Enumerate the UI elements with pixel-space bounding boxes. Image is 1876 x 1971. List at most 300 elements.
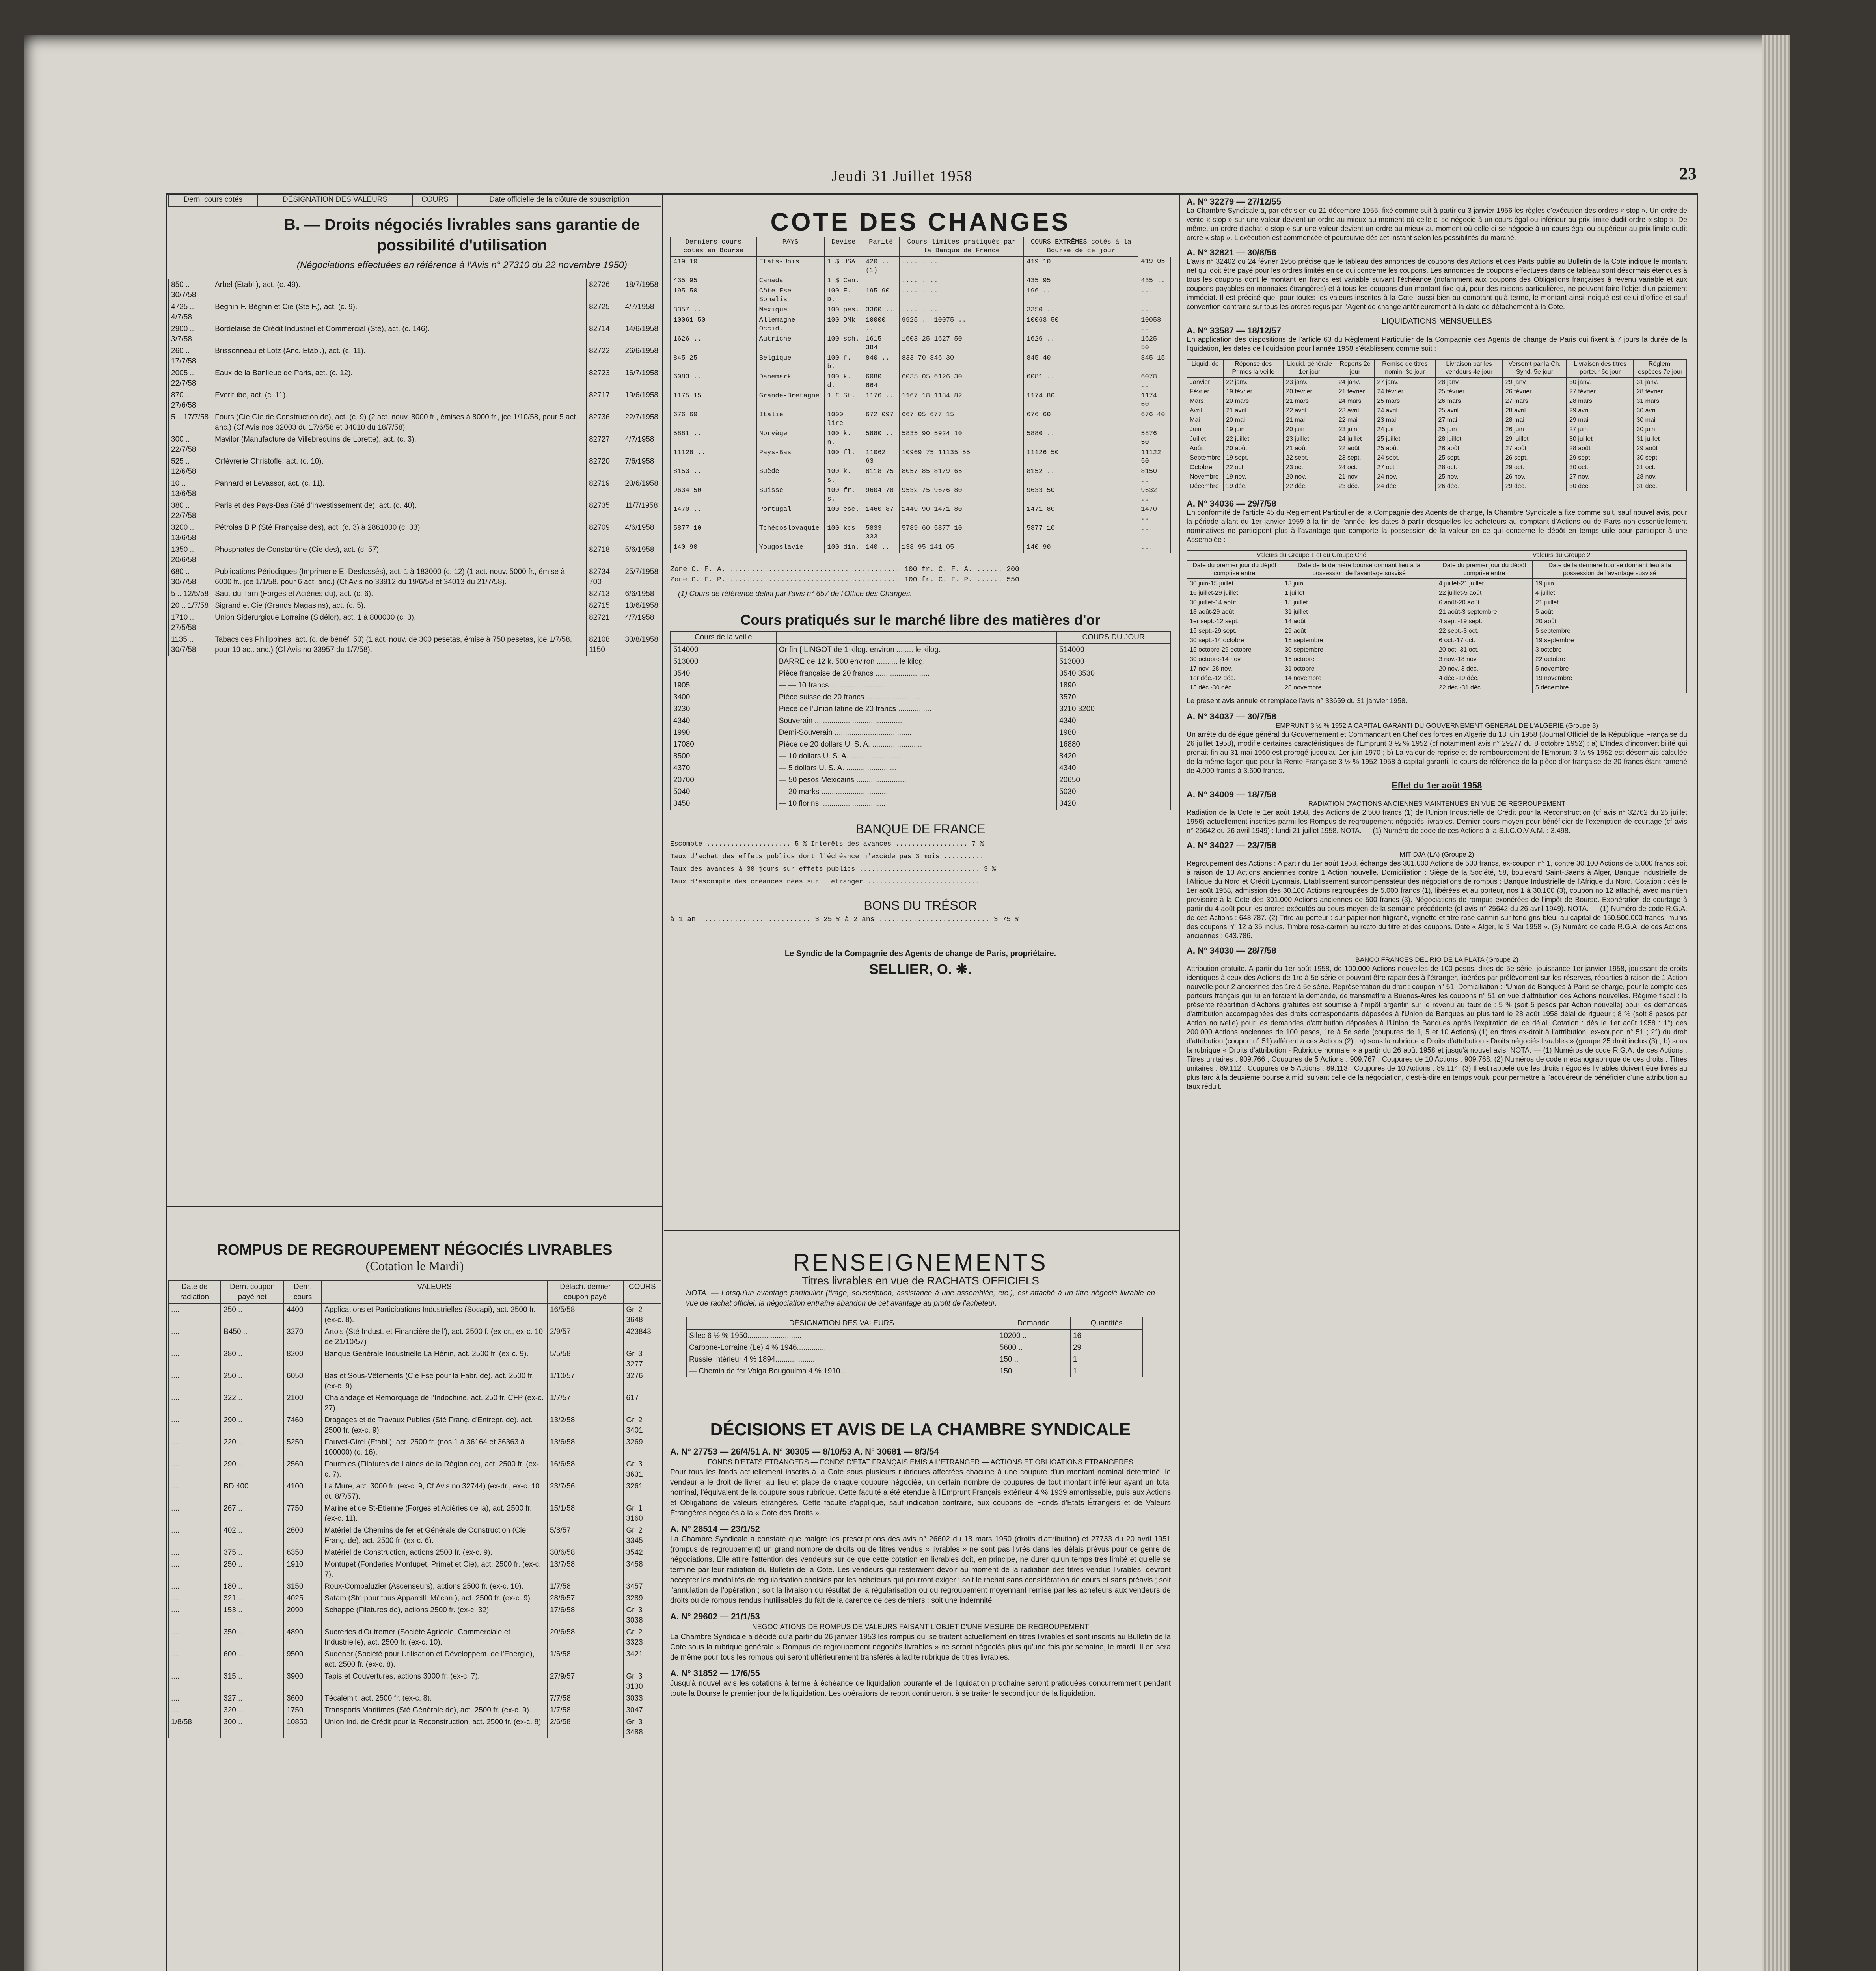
rompus-cell: Gr. 3 3488: [623, 1716, 661, 1738]
rompus-cell: 4100: [284, 1481, 322, 1503]
or-row: [671, 727, 1170, 739]
liq-cell: 22 avril: [1283, 406, 1336, 415]
changes-cell: 435 95: [1024, 276, 1138, 286]
rompus-cell: ....: [168, 1581, 221, 1593]
rompus-cell: 402 ..: [221, 1525, 284, 1547]
grp-column-header: Date de la dernière bourse donnant lieu à la possession de l'avantage susvisé: [1282, 561, 1436, 579]
rompus-cell: Matériel de Chemins de fer et Générale de Construction (Cie Franç. de), act. 2500 fr. (ex-c. 6).: [322, 1525, 547, 1547]
rompus-cell: ....: [168, 1481, 221, 1503]
droits-cell: Tabacs des Philippines, act. (c. de bénéf. 50) (1 act. nouv. de 300 pesetas, émise à 750 pesetas, jce 1/7/58, pour 10 act. anc.) (Cf Avis no 33957 du 1/7/58).: [212, 634, 586, 656]
grp-cell: 21 juillet: [1533, 598, 1687, 607]
droits-cell: 82709: [586, 522, 622, 544]
middle-column: [670, 193, 1171, 977]
rompus-column-header: Dern. cours: [284, 1281, 322, 1304]
or-cell: 1990: [671, 727, 776, 739]
rompus-cell: Marine et de St-Etienne (Forges et Aciéries de la), act. 2500 fr. (ex-c. 11).: [322, 1503, 547, 1525]
syndic-line: Le Syndic de la Compagnie des Agents de change de Paris, propriétaire.: [784, 949, 1056, 958]
rompus-cell: 17/6/58: [547, 1604, 623, 1626]
liq-cell: 27 nov.: [1567, 472, 1634, 482]
grp-row: [1187, 674, 1687, 683]
or-cell: Pièce suisse de 20 francs ..........................: [776, 691, 1056, 703]
rens-cell: Silec 6 ½ % 1950..........................: [686, 1330, 997, 1342]
droits-row: [168, 345, 661, 367]
or-cell: 3420: [1056, 798, 1170, 810]
droits-column-header: Date officielle de la clôture de souscription: [458, 194, 661, 206]
changes-cell: 138 95 141 05: [899, 542, 1024, 553]
liq-cell: 21 février: [1336, 387, 1375, 397]
droits-cell: Arbel (Etabl.), act. (c. 49).: [212, 279, 586, 301]
or-cell: — 10 dollars U. S. A. ........................: [776, 751, 1056, 762]
or-cell: — 50 pesos Mexicains ........................: [776, 774, 1056, 786]
changes-cell: 6083 ..: [671, 372, 756, 391]
rompus-row: [168, 1649, 661, 1671]
rompus-cell: 322 ..: [221, 1392, 284, 1414]
rompus-cell: Schappe (Filatures de), actions 2500 fr. (ex-c. 32).: [322, 1604, 547, 1626]
changes-cell: Suède: [756, 467, 825, 486]
liq-cell: 27 mars: [1503, 397, 1567, 406]
rompus-row: [168, 1414, 661, 1436]
changes-cell: Allemagne Occid.: [756, 315, 825, 334]
grp-row: [1187, 655, 1687, 664]
liq-cell: 30 mai: [1634, 415, 1687, 425]
changes-row: [671, 276, 1170, 286]
rompus-row: [168, 1459, 661, 1481]
grp-cell: 20 nov.-3 déc.: [1436, 664, 1533, 674]
changes-cell: 9925 .. 10075 ..: [899, 315, 1024, 334]
left-section-rule: [167, 1206, 662, 1207]
changes-cell: 420 ..(1): [863, 257, 899, 276]
or-row: [671, 680, 1170, 691]
rompus-cell: Gr. 3 3631: [623, 1459, 661, 1481]
or-cell: 3570: [1056, 691, 1170, 703]
changes-cell: 10061 50: [671, 315, 756, 334]
liq-cell: 28 nov.: [1634, 472, 1687, 482]
rompus-cell: Satam (Sté pour tous Appareill. Mécan.), act. 2500 fr. (ex-c. 9).: [322, 1593, 547, 1604]
or-cell: Or fin { LINGOT de 1 kilog. environ ........ le kilog.: [776, 644, 1056, 656]
grp-cell: 29 août: [1282, 626, 1436, 636]
droits-row: [168, 478, 661, 500]
rompus-column-header: COURS: [623, 1281, 661, 1304]
rompus-cell: 10850: [284, 1716, 322, 1738]
avis3-ref: A. N° 29602 — 21/1/53: [670, 1611, 760, 1621]
rompus-cell: 2600: [284, 1525, 322, 1547]
changes-cell: 1176 ..: [863, 391, 899, 410]
liq-cell: 24 juillet: [1336, 434, 1375, 444]
rompus-cell: Roux-Combaluzier (Ascenseurs), actions 2500 fr. (ex-c. 10).: [322, 1581, 547, 1593]
rompus-cell: 1/7/58: [547, 1705, 623, 1716]
or-cell: 17080: [671, 739, 776, 751]
liq-cell: 28 août: [1567, 444, 1634, 453]
droits-row: [168, 389, 661, 412]
changes-cell: ....: [1138, 523, 1170, 542]
liq-cell: 29 août: [1634, 444, 1687, 453]
bdf-line: Escompte ..................... 5 % Intérêts des avances .................. 7 %: [670, 840, 984, 848]
droits-cell: 525 .. 12/6/58: [168, 456, 212, 478]
rompus-row: [168, 1716, 661, 1738]
or-cell: 1905: [671, 680, 776, 691]
grp-cell: 13 juin: [1282, 579, 1436, 589]
changes-cell: Portugal: [756, 505, 825, 523]
grp-cell: 18 août-29 août: [1187, 607, 1282, 617]
or-row: [671, 762, 1170, 774]
droits-cell: 6/6/1958: [622, 588, 661, 600]
rompus-cell: 6350: [284, 1547, 322, 1559]
rompus-cell: ....: [168, 1436, 221, 1459]
grp-column-header: Date du premier jour du dépôt comprise entre: [1187, 561, 1282, 579]
or-cell: 3230: [671, 703, 776, 715]
changes-cell: 1167 18 1184 82: [899, 391, 1024, 410]
droits-row: [168, 301, 661, 323]
changes-cell: Italie: [756, 410, 825, 429]
liq-cell: 25 mars: [1374, 397, 1435, 406]
grp-row: [1187, 626, 1687, 636]
droits-cell: Saut-du-Tarn (Forges et Aciéries du), act. (c. 6).: [212, 588, 586, 600]
droits-cell: 5/6/1958: [622, 544, 661, 566]
changes-cell: 9634 50: [671, 486, 756, 505]
rompus-cell: Técalémit, act. 2500 fr. (ex-c. 8).: [322, 1693, 547, 1705]
rens-row: [686, 1330, 1143, 1342]
liq-cell: 28 janv.: [1435, 377, 1502, 387]
changes-cell: 419 10: [671, 257, 756, 276]
changes-cell: 9532 75 9676 80: [899, 486, 1024, 505]
rompus-cell: ....: [168, 1525, 221, 1547]
a7-text: Regroupement des Actions : A partir du 1er août 1958, échange des 301.000 Actions de 500 francs, ex-coupon n° 1, contre 30.100 Actions de 5.000 francs soit à raison de 10 Actions anciennes contre 1 Action nouvelle. Domiciliation : Siège de la Société, 58, boulevard Saint-Saëns à Alger, Banque Industrielle de l'Afrique du Nord et Crédit Lyonnais. Etablissement surcompensateur des négociations de rompus : Banque Industrielle de l'Afrique du Nord. Cotation : dès le 1er août 1958, admission des 30.100 Actions regroupées de 5.000 francs (1), libérées et au porteur, nos 1 à 30.100 (3), coupon no 12 attaché, avec maintien provisoire à la Cote des 301.000 Actions anciennes de 500 francs (3). Négociations de rompus exonérées de l'impôt de Bourse. Exonération de courtage à partir du 4 août pour les ordres exécutés au cours moyen de la semaine précédente (cf avis n° 25642 du 26 avril 1949). NOTA. — (1) Numéro de code R.G.A. de ces Actions : 643.787. (2) Titre au porteur : sur papier non filigrané, vignette et titre rose-carmin sur fond gris-bleu, au capital de 150.500.000 francs, munis des coupons n° 12 à 35 inclus. Timbre rose-carmin au recto du titre et des coupons. Date « Alger, le 3 Mai 1958 ». (3) Numéro de code R.G.A. de ces Actions anciennes : 643.786.: [1187, 859, 1687, 940]
grp-cell: 22 déc.-31 déc.: [1436, 683, 1533, 693]
liq-cell: 24 nov.: [1374, 472, 1435, 482]
or-cell: Pièce de 20 dollars U. S. A. ........................: [776, 739, 1056, 751]
liq-cell: Janvier: [1187, 377, 1223, 387]
liq-cell: 22 sept.: [1283, 453, 1336, 463]
changes-cell: 667 05 677 15: [899, 410, 1024, 429]
rompus-cell: ....: [168, 1392, 221, 1414]
liq-row: [1187, 377, 1687, 387]
rompus-cell: 600 ..: [221, 1649, 284, 1671]
droits-cell: 82715: [586, 600, 622, 612]
droits-cell: 3200 .. 13/6/58: [168, 522, 212, 544]
column-rule-2: [1179, 193, 1180, 1971]
droits-cell: 380 .. 22/7/58: [168, 500, 212, 522]
liq-cell: 19 sept.: [1223, 453, 1283, 463]
or-cell: — 20 marks .................................: [776, 786, 1056, 798]
or-cell: 5030: [1056, 786, 1170, 798]
liq-cell: 22 oct.: [1223, 463, 1283, 472]
changes-cell: 5789 60 5877 10: [899, 523, 1024, 542]
changes-cell: 1174 80: [1024, 391, 1138, 410]
liq-cell: 24 juin: [1374, 425, 1435, 434]
rompus-cell: La Mure, act. 3000 fr. (ex-c. 9, Cf Avis no 32744) (ex-dr., ex-c. 10 du 8/7/57).: [322, 1481, 547, 1503]
rompus-cell: 28/6/57: [547, 1593, 623, 1604]
droits-cell: 82736: [586, 412, 622, 434]
grp-cell: 15 déc.-30 déc.: [1187, 683, 1282, 693]
avis2-text: La Chambre Syndicale a constaté que malgré les prescriptions des avis n° 26602 du 18 mars 1950 (droits d'attribution) et 27733 du 20 avril 1951 (rompus de regroupement) un grand nombre de droits ou de titres vendus « livrables » ne sont pas livrés dans les délais prévus pour ce genre de négociations. Elle attire l'attention des vendeurs sur ce que cette cotation en livrables doit, en principe, ne durer qu'un temps très limité et qu'elle se termine par leur radiation du Bulletin de la Cote. Les vendeurs qui resteraient devoir au moment de la radiation des titres vendus livrables, devront accepter les modalités de régularisation choisies par les acheteurs qui pourront exiger : soit le rachat sans considération de cours et sans préavis ; soit l'annulation de l'opération ; soit la livraison du résultat de la régularisation ou du regroupement moyennant remise par les acheteurs aux vendeurs de droits ou de rompus rendus inutilisables du fait de la carence de ces derniers ; soit une indemnité.: [670, 1535, 1171, 1605]
liq-cell: 21 mars: [1283, 397, 1336, 406]
changes-cell: Tchécoslovaquie: [756, 523, 825, 542]
rompus-cell: 220 ..: [221, 1436, 284, 1459]
rompus-cell: 2560: [284, 1459, 322, 1481]
rompus-cell: Gr. 2 3401: [623, 1414, 661, 1436]
changes-row: [671, 257, 1170, 276]
droits-cell: 7/6/1958: [622, 456, 661, 478]
droits-cell: 22/7/1958: [622, 412, 661, 434]
changes-cell: 1 $ Can.: [824, 276, 863, 286]
liq-cell: 22 janv.: [1223, 377, 1283, 387]
grp-head-1: Valeurs du Groupe 1 et du Groupe Crié: [1187, 550, 1436, 561]
or-row: [671, 715, 1170, 727]
liq-title: LIQUIDATIONS MENSUELLES: [1382, 317, 1492, 326]
rens-cell: 16: [1070, 1330, 1143, 1342]
a6-ref: A. N° 34009 — 18/7/58: [1187, 790, 1276, 799]
rompus-row: [168, 1348, 661, 1370]
bdf-line: Taux d'escompte des créances nées sur l'étranger ............................: [670, 878, 980, 886]
grp-cell: 30 juin-15 juillet: [1187, 579, 1282, 589]
changes-cell: 100 DMk: [824, 315, 863, 334]
droits-cell: 82726: [586, 279, 622, 301]
rompus-cell: Artois (Sté Indust. et Financière de l'), act. 2500 f. (ex-dr., ex-c. 10 de 21/10/57): [322, 1326, 547, 1348]
changes-cell: 100 F. D.: [824, 286, 863, 305]
grp-column-header: Date du premier jour du dépôt comprise entre: [1436, 561, 1533, 579]
grp-head-2: Valeurs du Groupe 2: [1436, 550, 1687, 561]
grp-row: [1187, 607, 1687, 617]
rens-cell: 10200 ..: [997, 1330, 1070, 1342]
changes-cell: 3350 ..: [1024, 305, 1138, 315]
rompus-cell: 3261: [623, 1481, 661, 1503]
grp-cell: 15 juillet: [1282, 598, 1436, 607]
changes-cell: 100 f. b.: [824, 353, 863, 372]
grp-cell: 15 septembre: [1282, 636, 1436, 645]
droits-cell: 82717: [586, 389, 622, 412]
or-row: [671, 798, 1170, 810]
rens-column-header: Quantités: [1070, 1317, 1143, 1330]
rompus-row: [168, 1593, 661, 1604]
changes-cell: 676 40: [1138, 410, 1170, 429]
grp-cell: 6 août-20 août: [1436, 598, 1533, 607]
rompus-cell: 3033: [623, 1693, 661, 1705]
bdf-line: Taux d'achat des effets publics dont l'échéance n'excède pas 3 mois ..........: [670, 853, 984, 861]
changes-cell: 100 esc.: [824, 505, 863, 523]
rompus-cell: 1/10/57: [547, 1370, 623, 1392]
rompus-row: [168, 1436, 661, 1459]
grp-cell: 22 juillet-5 août: [1436, 589, 1533, 598]
rompus-cell: 13/7/58: [547, 1559, 623, 1581]
rompus-cell: 3900: [284, 1671, 322, 1693]
liq-cell: 28 mai: [1503, 415, 1567, 425]
droits-cell: 2900 .. 3/7/58: [168, 323, 212, 345]
rens-cell: Carbone-Lorraine (Le) 4 % 1946..............: [686, 1342, 997, 1354]
liq-cell: 25 nov.: [1435, 472, 1502, 482]
rompus-cell: 5/8/57: [547, 1525, 623, 1547]
rompus-cell: Gr. 3 3277: [623, 1348, 661, 1370]
droits-cell: Béghin-F. Béghin et Cie (Sté F.), act. (c. 9).: [212, 301, 586, 323]
grp-cell: 5 décembre: [1533, 683, 1687, 693]
droits-row: [168, 566, 661, 588]
rompus-row: [168, 1503, 661, 1525]
changes-cell: 1626 ..: [671, 334, 756, 353]
droits-cell: Sigrand et Cie (Grands Magasins), act. (c. 5).: [212, 600, 586, 612]
liq-cell: 30 juillet: [1567, 434, 1634, 444]
rompus-row: [168, 1626, 661, 1649]
changes-cell: 8152 ..: [1024, 467, 1138, 486]
droits-cell: 18/7/1958: [622, 279, 661, 301]
droits-cell: 11/7/1958: [622, 500, 661, 522]
rompus-cell: Montupet (Fonderies Montupet, Primet et Cie), act. 2500 fr. (ex-c. 7).: [322, 1559, 547, 1581]
droits-cell: 300 .. 22/7/58: [168, 434, 212, 456]
or-cell: BARRE de 12 k. 500 environ .......... le kilog.: [776, 656, 1056, 668]
liq-column-header: Reports 2e jour: [1336, 359, 1375, 377]
changes-cell: 140 90: [671, 542, 756, 553]
grp-cell: 20 août: [1533, 617, 1687, 626]
grp-cell: 3 nov.-18 nov.: [1436, 655, 1533, 664]
changes-cell: Belgique: [756, 353, 825, 372]
changes-cell: 140 90: [1024, 542, 1138, 553]
liq-cell: 24 mars: [1336, 397, 1375, 406]
rompus-cell: 290 ..: [221, 1414, 284, 1436]
rompus-cell: Gr. 2 3648: [623, 1304, 661, 1326]
changes-cell: Danemark: [756, 372, 825, 391]
grp-cell: 30 juillet-14 août: [1187, 598, 1282, 607]
bdf-rates: [670, 838, 1171, 889]
changes-cell: Norvège: [756, 429, 825, 448]
changes-cell: 100 kcs: [824, 523, 863, 542]
decisions-title: DÉCISIONS ET AVIS DE LA CHAMBRE SYNDICALE: [710, 1420, 1131, 1439]
liq-cell: 30 juin: [1634, 425, 1687, 434]
or-cell: 3450: [671, 798, 776, 810]
liq-cell: 29 déc.: [1503, 482, 1567, 491]
liquidations-table: [1187, 359, 1687, 491]
changes-cell: 1175 15: [671, 391, 756, 410]
liq-cell: 24 sept.: [1374, 453, 1435, 463]
rompus-cell: 8200: [284, 1348, 322, 1370]
droits-cell: 82723: [586, 367, 622, 389]
grp-cell: 19 juin: [1533, 579, 1687, 589]
or-cell: Demi-Souverain .....................................: [776, 727, 1056, 739]
liq-cell: 31 mars: [1634, 397, 1687, 406]
changes-cell: 8153 ..: [671, 467, 756, 486]
rompus-row: [168, 1705, 661, 1716]
rompus-cell: ....: [168, 1370, 221, 1392]
changes-cell: 1470 ..: [671, 505, 756, 523]
rompus-title: ROMPUS DE REGROUPEMENT NÉGOCIÉS LIVRABLES: [217, 1242, 613, 1258]
changes-cell: 435 ..: [1138, 276, 1170, 286]
grp-cell: 15 sept.-29 sept.: [1187, 626, 1282, 636]
liq-cell: 30 sept.: [1634, 453, 1687, 463]
liq-cell: 27 juin: [1567, 425, 1634, 434]
droits-cell: 82722: [586, 345, 622, 367]
grp-row: [1187, 617, 1687, 626]
grp-row: [1187, 589, 1687, 598]
changes-cell: Côte Fse Somalis: [756, 286, 825, 305]
grp-cell: 31 octobre: [1282, 664, 1436, 674]
droits-cell: Eaux de la Banlieue de Paris, act. (c. 12).: [212, 367, 586, 389]
rompus-cell: 3269: [623, 1436, 661, 1459]
droits-cell: 82727: [586, 434, 622, 456]
rompus-cell: Fauvet-Girel (Etabl.), act. 2500 fr. (nos 1 à 36164 et 36363 à 100000) (c. 16).: [322, 1436, 547, 1459]
droits-cell: 4/7/1958: [622, 612, 661, 634]
liq-cell: Novembre: [1187, 472, 1223, 482]
liq-cell: 27 oct.: [1374, 463, 1435, 472]
liq-cell: 23 sept.: [1336, 453, 1375, 463]
rompus-cell: 9500: [284, 1649, 322, 1671]
rompus-cell: Tapis et Couvertures, actions 3000 fr. (ex-c. 7).: [322, 1671, 547, 1693]
or-cell: 20700: [671, 774, 776, 786]
liq-cell: 27 janv.: [1374, 377, 1435, 387]
droits-cell: 5 .. 12/5/58: [168, 588, 212, 600]
rompus-cell: 3150: [284, 1581, 322, 1593]
liq-cell: 22 mai: [1336, 415, 1375, 425]
or-cell: 5040: [671, 786, 776, 798]
droits-cell: 82720: [586, 456, 622, 478]
droits-cell: Bordelaise de Crédit Industriel et Commercial (Sté), act. (c. 146).: [212, 323, 586, 345]
rens-column-header: Demande: [997, 1317, 1070, 1330]
liq-cell: 25 juin: [1435, 425, 1502, 434]
liq-cell: 24 janv.: [1336, 377, 1375, 387]
changes-cell: 196 ..: [1024, 286, 1138, 305]
changes-cell: 3360 ..: [863, 305, 899, 315]
droits-cell: Brissonneau et Lotz (Anc. Etabl.), act. (c. 11).: [212, 345, 586, 367]
liq-cell: 20 août: [1223, 444, 1283, 453]
changes-cell: .... ....: [899, 257, 1024, 276]
rompus-row: [168, 1370, 661, 1392]
rompus-cell: Sucreries d'Outremer (Société Agricole, Commerciale et Industrielle), act. 2500 fr. (ex-c. 10).: [322, 1626, 547, 1649]
grp-row: [1187, 636, 1687, 645]
liq-cell: 19 déc.: [1223, 482, 1283, 491]
or-cell: — — 10 francs ..........................: [776, 680, 1056, 691]
liq-cell: 29 sept.: [1567, 453, 1634, 463]
or-cell: 3400: [671, 691, 776, 703]
changes-cell: .... ....: [899, 305, 1024, 315]
rompus-table: [168, 1280, 661, 1738]
droits-column-header: DÉSIGNATION DES VALEURS: [258, 194, 412, 206]
changes-cell: 1615 384: [863, 334, 899, 353]
grp-row: [1187, 645, 1687, 655]
changes-cell: 10058 ..: [1138, 315, 1170, 334]
changes-cell: 676 60: [1024, 410, 1138, 429]
or-cell: 4340: [1056, 762, 1170, 774]
droits-section-note: (Négociations effectuées en référence à l'Avis n° 27310 du 22 novembre 1950): [296, 260, 628, 270]
changes-row: [671, 467, 1170, 486]
liq-cell: 30 janv.: [1567, 377, 1634, 387]
droits-cell: 26/6/1958: [622, 345, 661, 367]
droits-cell: Publications Périodiques (Imprimerie E. Desfossés), act. 1 à 183000 (c. 12) (1 act. nouv. 5000 fr., émise à 6000 fr., jce 1/1/58, pour 6 act. anc.) (Cf Avis no 33912 du 19/6/58 et 34013 du 21/7/58).: [212, 566, 586, 588]
rompus-cell: 1750: [284, 1705, 322, 1716]
changes-cell: 676 60: [671, 410, 756, 429]
liq-cell: 26 août: [1435, 444, 1502, 453]
rompus-cell: 3457: [623, 1581, 661, 1593]
rompus-cell: ....: [168, 1649, 221, 1671]
liq-cell: 31 déc.: [1634, 482, 1687, 491]
liq-cell: 31 oct.: [1634, 463, 1687, 472]
liq-cell: Décembre: [1187, 482, 1223, 491]
rompus-row: [168, 1525, 661, 1547]
rompus-cell: 13/6/58: [547, 1436, 623, 1459]
changes-cell: 6080 664: [863, 372, 899, 391]
grp-cell: 4 sept.-19 sept.: [1436, 617, 1533, 626]
changes-cell: 8150 ..: [1138, 467, 1170, 486]
grp-cell: 19 novembre: [1533, 674, 1687, 683]
rompus-cell: 1/6/58: [547, 1649, 623, 1671]
changes-cell: 5877 10: [1024, 523, 1138, 542]
or-cell: 513000: [671, 656, 776, 668]
rompus-row: [168, 1547, 661, 1559]
rompus-cell: Transports Maritimes (Sté Générale de), act. 2500 fr. (ex-c. 9).: [322, 1705, 547, 1716]
grp-cell: 30 octobre-14 nov.: [1187, 655, 1282, 664]
changes-table: [670, 237, 1171, 553]
liq-cell: 28 février: [1634, 387, 1687, 397]
or-cell: 4340: [1056, 715, 1170, 727]
liq-cell: Mars: [1187, 397, 1223, 406]
changes-cell: ....: [1138, 542, 1170, 553]
changes-cell: 11062 63: [863, 448, 899, 467]
page-number: 23: [1679, 164, 1697, 183]
